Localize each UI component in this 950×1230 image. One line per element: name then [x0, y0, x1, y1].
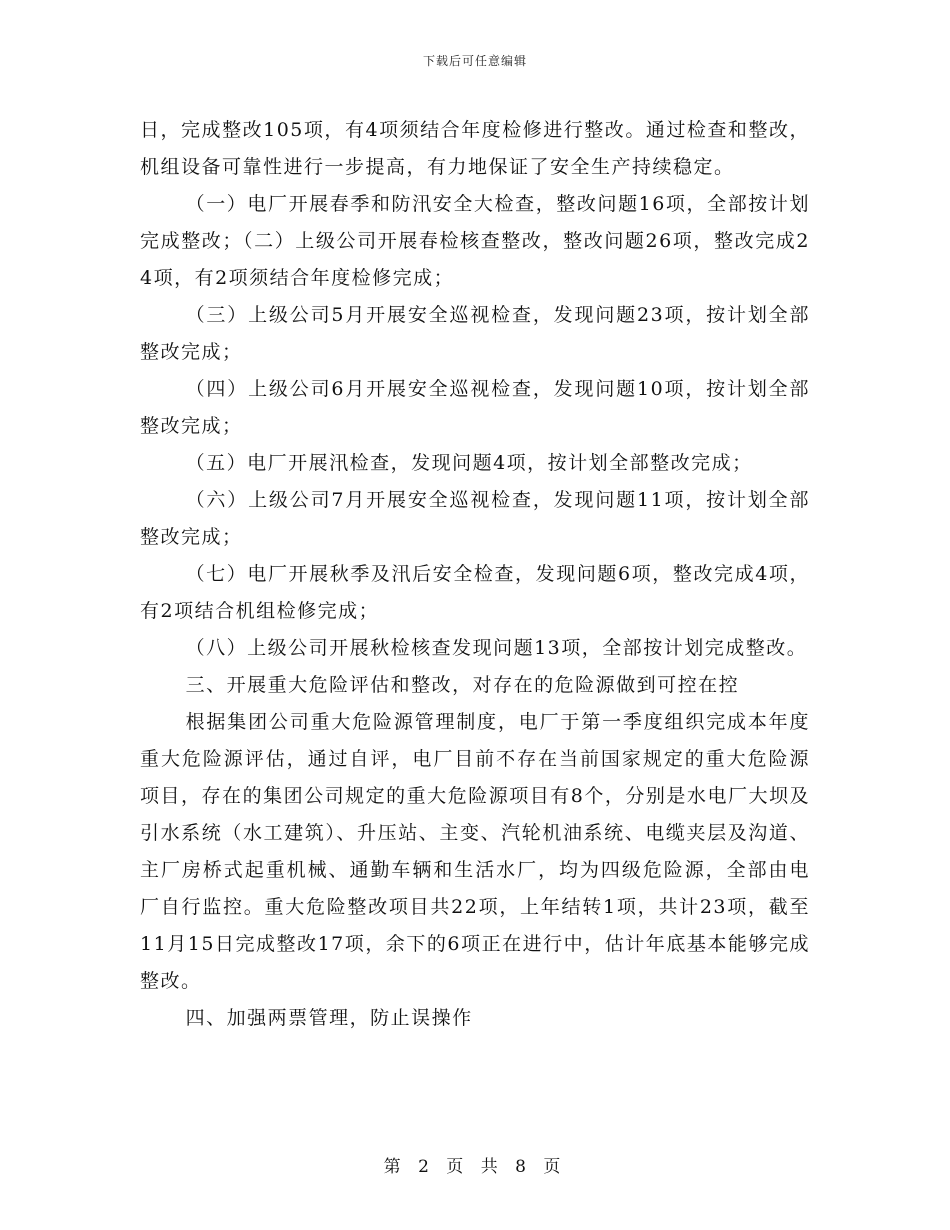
paragraph-8: （八）上级公司开展秋检核查发现问题13项，全部按计划完成整改。: [185, 637, 808, 659]
page-number: 第 2 页 共 8 页: [383, 1157, 567, 1177]
paragraph-1: 日，完成整改105项，有4项须结合年度检修进行整改。通过检查和整改，机组设备可靠性进行一步提高，有力地保证了安全生产持续稳定。: [140, 119, 810, 178]
section-heading-4: 四、加强两票管理，防止误操作: [185, 1007, 473, 1029]
page-header: 下载后可任意编辑: [422, 54, 527, 68]
paragraph-5: （五）电厂开展汛检查，发现问题4项，按计划全部整改完成；: [185, 452, 753, 474]
section-heading-3: 三、开展重大危险评估和整改，对存在的危险源做到可控在控: [185, 674, 740, 696]
paragraph-3: （三）上级公司5月开展安全巡视检查，发现问题23项，按计划全部整改完成；: [140, 304, 810, 363]
paragraph-7: （七）电厂开展秋季及汛后安全检查，发现问题6项，整改完成4项，有2项结合机组检修完成；: [140, 563, 810, 622]
paragraph-4: （四）上级公司6月开展安全巡视检查，发现问题10项，按计划全部整改完成；: [140, 378, 810, 437]
paragraph-2: （一）电厂开展春季和防汛安全大检查，整改问题16项，全部按计划完成整改；（二）上级公司开展春检核查整改，整改问题26项，整改完成24项，有2项须结合年度检修完成；: [140, 193, 810, 289]
paragraph-6: （六）上级公司7月开展安全巡视检查，发现问题11项，按计划全部整改完成；: [140, 489, 810, 548]
paragraph-9: 根据集团公司重大危险源管理制度，电厂于第一季度组织完成本年度重大危险源评估，通过自评，电厂目前不存在当前国家规定的重大危险源项目，存在的集团公司规定的重大危险源项目有8个，分别是水电厂大坝及引水系统（水工建筑）、升压站、主变、汽轮机油系统、电缆夹层及沟道、主厂房桥式起重机械、通勤车辆和生活水厂，均为四级危险源，全部由电厂自行监控。重大危险整改项目共22项，上年结转1项，共计23项，截至11月15日完成整改17项，余下的6项正在进行中，估计年底基本能够完成整改。: [140, 711, 810, 992]
document-body: [140, 112, 810, 1037]
